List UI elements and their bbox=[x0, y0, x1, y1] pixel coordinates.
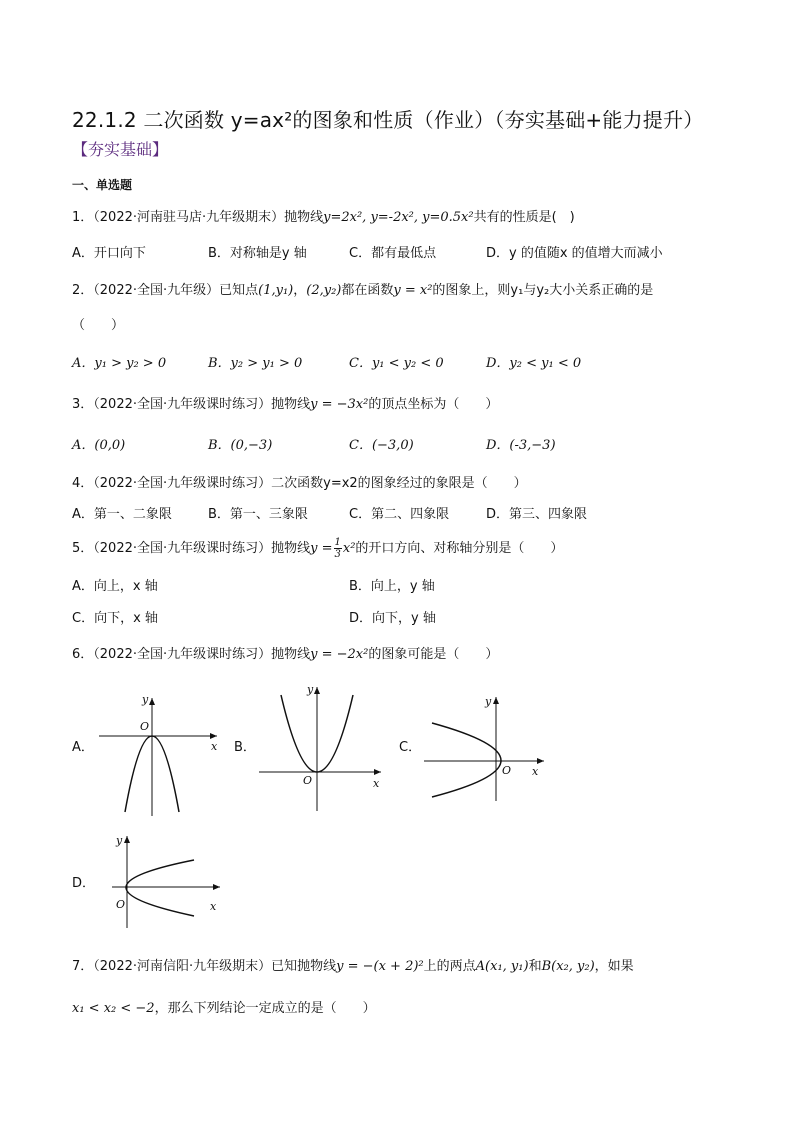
q5-frac-num: 1 bbox=[334, 537, 341, 548]
origin-label: O bbox=[502, 764, 512, 777]
q5-option-a: A．向上，x 轴 bbox=[72, 579, 158, 594]
section-heading: 一、单选题 bbox=[72, 178, 133, 192]
q6-option-d-label: D． bbox=[72, 876, 96, 891]
q3-prefix: 3．（2022·全国·九年级课时练习）抛物线 bbox=[72, 397, 311, 412]
q6-graph-c bbox=[420, 693, 550, 805]
q6-option-b-label: B． bbox=[234, 740, 256, 755]
q2-option-d: D．y₂ < y₁ < 0 bbox=[486, 356, 582, 371]
q6-prefix: 6．（2022·全国·九年级课时练习）抛物线 bbox=[72, 647, 311, 662]
q5-suffix: 的开口方向、对称轴分别是（ ） bbox=[355, 541, 564, 556]
q3-func: y = −3x² bbox=[310, 397, 369, 412]
q6-graph-b bbox=[255, 683, 385, 813]
question-5 bbox=[72, 537, 563, 560]
q7-condition: x₁ < x₂ < −2 bbox=[72, 1001, 155, 1016]
q6-graph-d bbox=[110, 832, 225, 932]
q4-option-b: B．第一、三象限 bbox=[208, 507, 308, 522]
q2-prefix: 2．（2022·全国·九年级）已知点 bbox=[72, 283, 259, 298]
x-axis-label: x bbox=[210, 900, 217, 913]
question-7 bbox=[72, 955, 634, 974]
q1-option-b: B．对称轴是y 轴 bbox=[208, 246, 307, 261]
q3-suffix: 的顶点坐标为（ ） bbox=[368, 397, 499, 412]
q3-option-a: A．(0,0) bbox=[72, 438, 126, 453]
q3-option-b: B．(0,−3) bbox=[208, 438, 273, 453]
x-axis-arrow bbox=[537, 758, 544, 764]
q6-func: y = −2x² bbox=[310, 647, 369, 662]
q2-mid: 都在函数 bbox=[341, 283, 394, 298]
x-axis-arrow bbox=[374, 769, 381, 775]
origin-label: O bbox=[303, 774, 313, 787]
q1-formula: y=2x², y=-2x², y=0.5x² bbox=[323, 210, 474, 225]
y-axis-arrow bbox=[314, 687, 320, 694]
q7-point-b: B(x₂, y₂) bbox=[541, 959, 595, 974]
q2-point-2: (2,y₂) bbox=[306, 283, 342, 298]
q1-option-a: A．开口向下 bbox=[72, 246, 146, 261]
x-axis-label: x bbox=[532, 765, 539, 778]
q7-prefix: 7．（2022·河南信阳·九年级期末）已知抛物线 bbox=[72, 959, 337, 974]
q4-option-d: D．第三、四象限 bbox=[486, 507, 588, 522]
y-axis-label: y bbox=[116, 834, 123, 847]
q2-suffix: 的图象上，则y₁与y₂大小关系正确的是 bbox=[432, 283, 654, 298]
q2-point-1: (1,y₁) bbox=[258, 283, 294, 298]
question-2: 2．（2022·全国·九年级）已知点(1,y₁)，(2,y₂)都在函数y = x²的图象上，则y₁与y₂大小关系正确的是 bbox=[72, 283, 654, 298]
y-axis-arrow bbox=[149, 698, 155, 705]
q2-option-a: A．y₁ > y₂ > 0 bbox=[72, 356, 167, 371]
q5-fraction bbox=[334, 537, 342, 560]
x-axis-label: x bbox=[373, 777, 380, 790]
section-label: 【夯实基础】 bbox=[72, 140, 169, 159]
q5-func-post: x² bbox=[342, 541, 356, 556]
y-axis-arrow bbox=[493, 697, 499, 704]
x-axis-label: x bbox=[211, 740, 218, 753]
origin-label: O bbox=[140, 720, 150, 733]
q2-func: y = x² bbox=[393, 283, 433, 298]
q7-func: y = −(x + 2)² bbox=[336, 959, 424, 974]
q6-option-a-label: A． bbox=[72, 740, 94, 755]
question-1 bbox=[72, 206, 575, 225]
question-3 bbox=[72, 393, 498, 412]
q5-prefix: 5．（2022·全国·九年级课时练习）抛物线 bbox=[72, 541, 311, 556]
question-4: 4．（2022·全国·九年级课时练习）二次函数y=x2的图象经过的象限是（ ） bbox=[72, 476, 527, 491]
q7-mid: 上的两点 bbox=[423, 959, 476, 974]
q1-prefix: 1．（2022·河南驻马店·九年级期末）抛物线 bbox=[72, 210, 324, 225]
q5-func-pre: y = bbox=[310, 541, 333, 556]
q2-paren: （ ） bbox=[72, 318, 125, 333]
q1-option-d: D．y 的值随x 的值增大而减小 bbox=[486, 246, 663, 261]
q7-line2: ，那么下列结论一定成立的是（ ） bbox=[154, 1001, 376, 1016]
q6-graph-a bbox=[95, 690, 225, 820]
y-axis-label: y bbox=[142, 693, 149, 706]
parabola-curve bbox=[126, 860, 194, 916]
q3-option-c: C．(−3,0) bbox=[349, 438, 414, 453]
question-6 bbox=[72, 643, 498, 662]
q5-frac-den: 3 bbox=[334, 549, 341, 560]
x-axis-arrow bbox=[210, 733, 217, 739]
q4-option-a: A．第一、二象限 bbox=[72, 507, 172, 522]
q2-option-c: C．y₁ < y₂ < 0 bbox=[349, 356, 444, 371]
q2-option-b: B．y₂ > y₁ > 0 bbox=[208, 356, 303, 371]
parabola-curve bbox=[432, 723, 501, 797]
q7-point-a: A(x₁, y₁) bbox=[475, 959, 529, 974]
q6-suffix: 的图象可能是（ ） bbox=[368, 647, 499, 662]
q5-option-b: B．向上，y 轴 bbox=[349, 579, 435, 594]
y-axis-label: y bbox=[307, 683, 314, 696]
q7-suffix: ，如果 bbox=[594, 959, 634, 974]
q4-option-c: C．第二、四象限 bbox=[349, 507, 450, 522]
q1-suffix: 共有的性质是( ) bbox=[473, 210, 575, 225]
question-7-line-2 bbox=[72, 997, 376, 1016]
y-axis-label: y bbox=[485, 695, 492, 708]
x-axis-arrow bbox=[213, 884, 220, 890]
q6-option-c-label: C． bbox=[399, 740, 422, 755]
q1-option-c: C．都有最低点 bbox=[349, 246, 437, 261]
q5-option-c: C．向下，x 轴 bbox=[72, 611, 158, 626]
q5-option-d: D．向下，y 轴 bbox=[349, 611, 436, 626]
q7-and: 和 bbox=[528, 959, 542, 974]
y-axis-arrow bbox=[124, 836, 130, 843]
page-title: 22.1.2 二次函数 y=ax²的图象和性质（作业）（夯实基础+能力提升） bbox=[72, 108, 704, 132]
origin-label: O bbox=[116, 898, 126, 911]
q3-option-d: D．(-3,−3) bbox=[486, 438, 556, 453]
